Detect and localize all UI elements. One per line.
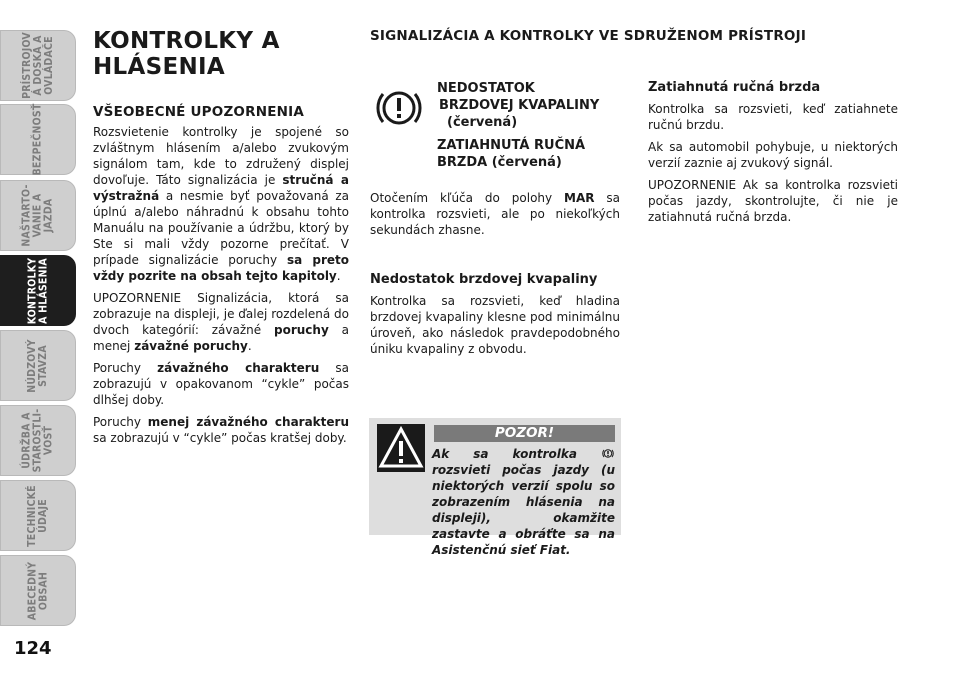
- lamp-name-line: BRZDA (červená): [437, 155, 562, 170]
- caution-box: [369, 418, 621, 557]
- page-title: KONTROLKY A HLÁSENIA: [93, 28, 280, 80]
- heading-handbrake: Zatiahnutá ručná brzda: [648, 80, 821, 95]
- column-handbrake: [648, 80, 898, 231]
- tab-pristrojova-doska[interactable]: [0, 30, 76, 101]
- column-general-warnings: [93, 28, 349, 452]
- tab-label: BEZPEČNOSŤ: [31, 103, 44, 176]
- lamp-name-line: NEDOSTATOK: [437, 81, 535, 96]
- tab-nudzovy-stav[interactable]: [0, 330, 76, 401]
- paragraph-handbrake-1: Kontrolka sa rozsvieti, keď zatiahnete ručnú brzdu.: [648, 102, 898, 132]
- lamp-name-line: (červená): [447, 115, 518, 130]
- paragraph-brake-fluid: Kontrolka sa rozsvieti, keď hladina brzdovej kvapaliny klesne pod minimálnu úroveň, ako následok pravdepodobného úniku kvapaliny z obvodu.: [370, 294, 620, 356]
- caution-text: Ak sa kontrolka rozsvieti počas jazdy (u niektorých verzií spolu so zobrazením hlásenia na displeji), okamžite zastavte a obráťte sa na Asistenčnú sieť Fiat.: [432, 447, 615, 557]
- paragraph-serious-faults: Poruchy závažného charakteru sa zobrazujú v opakovanom “cykle” počas dlhšej doby.: [93, 361, 350, 407]
- tab-abecedny-obsah[interactable]: [0, 555, 76, 626]
- tab-label: TECHNICKÉ ÚDAJE: [25, 484, 49, 547]
- tab-label: NÚDZOVÝ STAVZA: [25, 338, 49, 393]
- tab-label: ABECEDNÝ OBSAH: [25, 561, 49, 620]
- tab-bezpecnost[interactable]: [0, 104, 76, 175]
- caution-heading: POZOR!: [434, 425, 615, 442]
- chapter-tabs: [0, 0, 80, 640]
- paragraph-categories: UPOZORNENIE Signalizácia, ktorá sa zobrazuje na displeji, je ďalej rozdelená do dvoch kategórií: závažné poruchy a menej závažné poruchy.: [93, 291, 350, 353]
- paragraph-handbrake-3: UPOZORNENIE Ak sa kontrolka rozsvieti počas jazdy, skontrolujte, či nie je zatiahnutá ručná brzda.: [648, 178, 898, 224]
- section-title: SIGNALIZÁCIA A KONTROLKY VE SDRUŽENOM PRÍSTROJI: [370, 28, 807, 44]
- section-subtitle: VŠEOBECNÉ UPOZORNENIA: [93, 104, 304, 120]
- tab-nastartovanie[interactable]: [0, 180, 76, 251]
- page-number: 124: [14, 638, 52, 659]
- lamp-names: [437, 80, 627, 171]
- tab-kontrolky[interactable]: [0, 255, 76, 326]
- tab-label: ÚDRŽBA A STAROSTLI- VOSŤ: [20, 408, 55, 473]
- brake-warning-icon: [373, 82, 425, 134]
- lamp-name-line: BRZDOVEJ KVAPALINY: [439, 98, 600, 113]
- paragraph-handbrake-2: Ak sa automobil pohybuje, u niektorých verzií zaznie aj zvukový signál.: [648, 140, 898, 170]
- tab-label: PRÍSTROJOV Á DOSKA A OVLÁDAČE: [20, 32, 55, 99]
- brake-warning-icon: [601, 447, 615, 460]
- tab-label: NAŠTARTO- VANIE A JAZDA: [20, 184, 55, 247]
- tab-label: KONTROLKY A HLÁSENIA: [25, 257, 49, 324]
- tab-technicke-udaje[interactable]: [0, 480, 76, 551]
- lamp-name-line: ZATIAHNUTÁ RUČNÁ: [437, 138, 586, 153]
- column-brake-fluid: [370, 190, 620, 363]
- tab-udrzba[interactable]: [0, 405, 76, 476]
- paragraph-key-mar: Otočením kľúča do polohy MAR sa kontrolka rozsvieti, ale po niekoľkých sekundách zhasne.: [370, 191, 621, 237]
- heading-brake-fluid: Nedostatok brzdovej kvapaliny: [370, 272, 598, 287]
- paragraph-intro: Rozsvietenie kontrolky je spojené so zvláštnym hlásením a/alebo zvukovým signálom tam, kde to združený displej dovoľuje. Táto signalizácia je stručná a výstražná a nesmie byť považovaná za úplnú a/alebo náhradnú k obsahu tohto Manuálu na používanie a údržbu, ktorý by Ste si mali vždy pozorne prečítať. V prípade signalizácie poruchy sa preto vždy pozrite na obsah tejto kapitoly.: [93, 125, 349, 283]
- paragraph-minor-faults: Poruchy menej závažného charakteru sa zobrazujú v “cykle” počas kratšej doby.: [93, 415, 349, 445]
